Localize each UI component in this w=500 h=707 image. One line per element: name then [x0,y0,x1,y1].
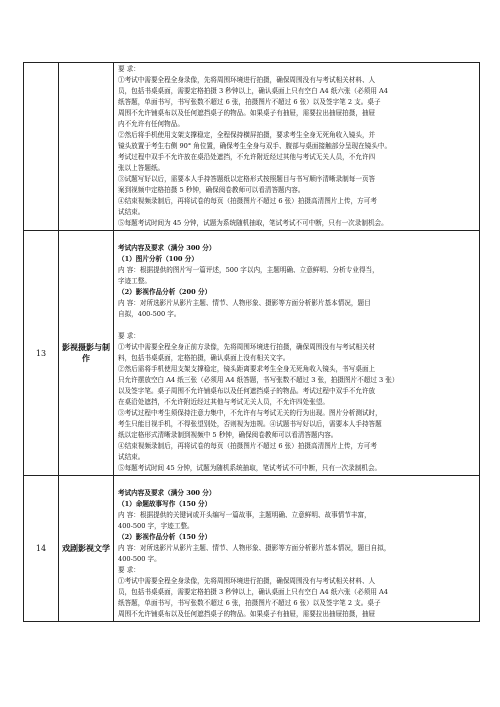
text-line: （1）图片分析（100 分） [118,255,198,263]
text-line: 案到视频中定格拍摄 5 秒钟，确保阅卷教师可以看清答题内容。 [118,186,305,194]
text-line: ①考试中需要全程全身录像，先将周围环境进行拍摄，确保周围没有与考试相关材料、人 [118,577,376,585]
text-line: ①考试中需要全程全身正前方录像，先将周围环境进行拍摄，确保周围没有与考试相关材 [118,343,376,351]
text-line: 400-500 字，字迹工整。 [118,522,194,530]
text-line: 考试过程中双手不允许放在桌沿处遮挡，不允许附近经过其他与考试无关人员，不允许四 [118,153,376,161]
text-line: 料，包括书桌桌面，定格拍摄，确认桌面上没有相关文字。 [118,354,290,362]
table-row [24,231,480,476]
text-line: 要 求： [118,566,140,574]
text-line: ⑤每题考试时间 45 分钟，试题为随机系统抽取，笔试考试不可中断，只有一次录制机会。 [118,464,382,472]
text-line: 考生只能目视手机，不得张望别处，否则视为违规。④试题书写好以后，需要本人手持答题 [118,420,382,428]
exam-requirements-table [23,62,480,622]
text-line [118,320,475,331]
text-line: 内 容：对所选影片从影片主题、情节、人物形象、摄影等方面分析影片基本情况，题目自拟， [118,544,391,552]
text-line: 字迹工整。 [118,277,151,285]
text-line: （1）命题故事写作（150 分） [118,500,212,508]
text-line: 周围不允许铺桌布以及任何遮挡桌子的物品。如果桌子有抽屉，需要拉出抽屉拍摄，抽屉 [118,610,376,618]
text-line: 员，包括书桌桌面，需要定格拍摄 3 秒钟以上，确认桌面上只有空白 A4 纸六张（必须用 A4 [118,588,388,596]
text-line: 张以上答题纸。 [118,164,165,172]
major-name: 戏剧影视文学 [59,476,114,622]
text-line: 试结束。 [118,208,145,216]
text-line: ④结束视频录制后，再将试卷的每页（拍摄图片不超过 6 张）拍摄高清图片上传，方可考 [118,197,377,205]
requirements-text [114,63,480,231]
text-line: 自拟，400-500 字。 [118,310,181,318]
document-page [23,62,480,707]
text-line: 400-500 字。 [118,555,161,563]
major-name: 影视摄影与制作 [59,231,114,476]
requirements-text [114,231,480,476]
table-row [24,476,480,622]
table-row [24,63,480,231]
text-line: 内 容：对所选影片从影片主题、情节、人物形象、摄影等方面分析影片基本情况，题目 [118,299,371,307]
requirements-text [114,476,480,622]
text-line: ④结束视频录制后，再将试卷的每页（拍摄图片不超过 6 张）拍摄高清图片上传，方可考 [118,442,377,450]
text-line: （2）影视作品分析（150 分） [118,533,212,541]
text-line: 纸答题，单面书写，书写张数不超过 6 张，拍摄图片不超过 6 张）以及签字笔 2 支。桌子 [118,98,381,106]
text-line: 在桌沿处遮挡，不允许附近经过其他与考试无关人员，不允许四处张望。 [118,398,329,406]
text-line: ②然后需将手机使用支架支撑稳定，镜头距离要求考生全身无死角收入镜头，书写桌面上 [118,365,376,373]
text-line: ③试题写好以后，需要本人手持答题纸以定格形式按照题目与书写顺序清晰录制每一页答 [118,175,376,183]
text-line: 纸答题，单面书写，书写张数不超过 6 张，拍摄图片不超过 6 张）以及签字笔 2 支。桌子 [118,599,381,607]
row-number [24,63,59,231]
text-line: 周围不允许铺桌布以及任何遮挡桌子的物品。如果桌子有抽屉，需要拉出抽屉拍摄，抽屉 [118,109,376,117]
text-line [118,477,475,488]
text-line: 员，包括书桌桌面，需要定格拍摄 3 秒钟以上，确认桌面上只有空白 A4 纸六张（必须用 A4 [118,87,388,95]
text-line: 镜头放置于考生右侧 90° 角位置，确保考生全身与双手、腹部与桌面接触部分呈现在镜头中。 [118,142,392,150]
text-line: 要 求： [118,332,140,340]
text-line: 试结束。 [118,453,145,461]
text-line: 纸以定格形式清晰录制到视频中 5 秒钟，确保阅卷教师可以看清答题内容。 [118,431,338,439]
text-line: 考试内容及要求（满分 300 分） [118,489,216,497]
text-line: （2）影视作品分析（200 分） [118,288,212,296]
text-line: 只允许摆放空白 A4 纸三张（必须用 A4 纸答题，书写张数不超过 3 张，拍摄图片不超过 3 张） [118,376,399,384]
text-line: ⑤每题考试时间为 45 分钟，试题为系统随机抽取，笔试考试不可中断，只有一次录制机会。 [118,219,388,227]
text-line [118,232,475,243]
major-name [59,63,114,231]
text-line: 内 容：根据提供的图片写一篇评述，500 字以内，主题明确、立意鲜明、分析专业得当， [118,266,379,274]
text-line: 内 容：根据提供的关键词或开头编写一篇故事，主题明确、立意鲜明、故事情节丰富， [118,511,371,519]
row-number: 14 [24,476,59,622]
text-line: ③考试过程中考生须保持注意力集中，不允许有与考试无关的行为出现。图片分析测试时， [118,409,382,417]
text-line: 要 求： [118,65,140,73]
text-line: 内不允许有任何物品。 [118,120,184,128]
row-number: 13 [24,231,59,476]
text-line: ②然后将手机使用支架支撑稳定，全程保持横屏拍摄，要求考生全身无死角收入镜头，并 [118,131,376,139]
text-line: 考试内容及要求（满分 300 分） [118,244,216,252]
text-line: ①考试中需要全程全身录像，先将周围环境进行拍摄，确保周围没有与考试相关材料、人 [118,76,376,84]
text-line: 以及签字笔。桌子周围不允许铺桌布以及任何遮挡桌子的物品。考试过程中双手不允许放 [118,387,376,395]
